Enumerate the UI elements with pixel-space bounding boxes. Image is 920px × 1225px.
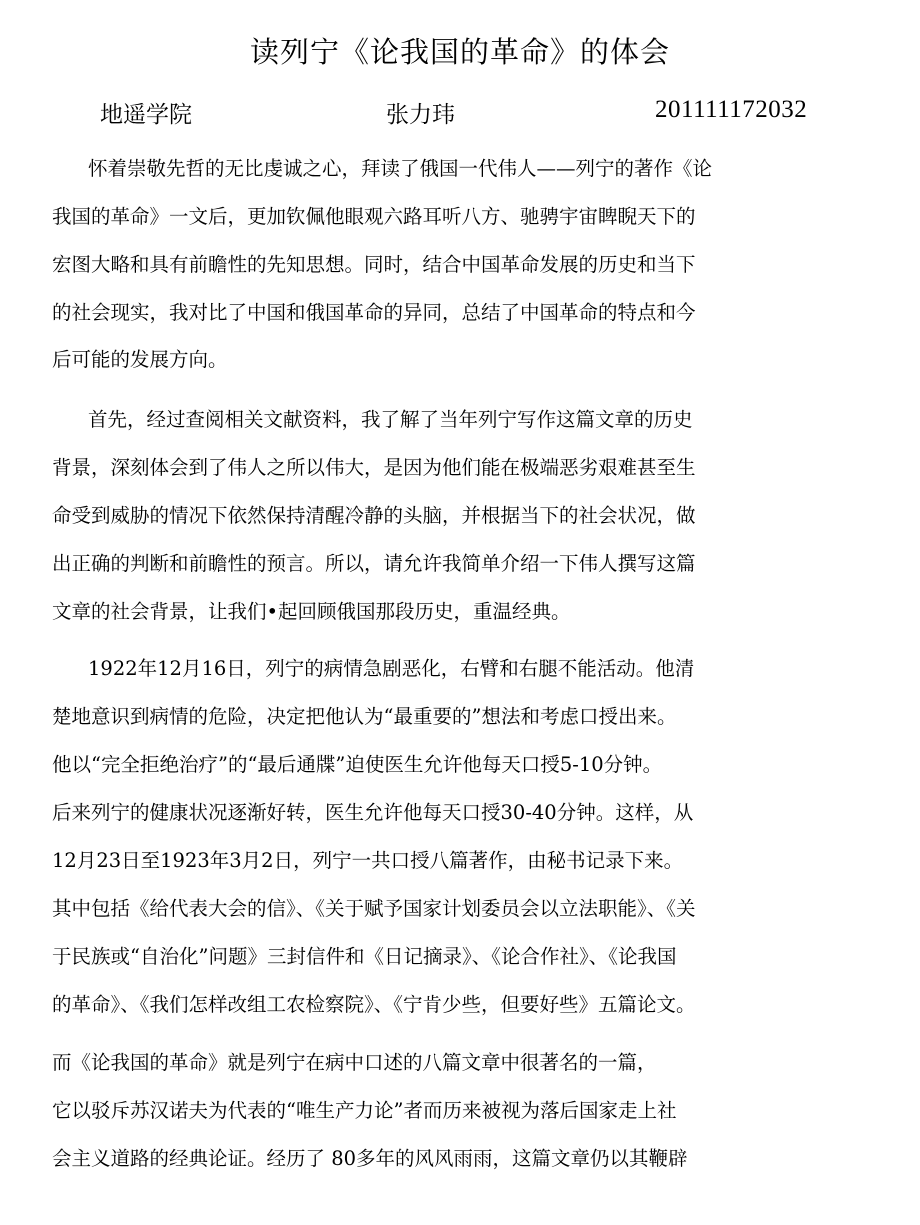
paragraph-line: 后来列宁的健康状况逐渐好转，医生允许他每天口授30-40分钟。这样，从 [52, 801, 694, 824]
paragraph-line: 1922年12月16日，列宁的病情急剧恶化，右臂和右腿不能活动。他清 [88, 657, 695, 680]
paragraph-line: 怀着崇敬先哲的无比虔诚之心，拜读了俄国一代伟人——列宁的著作《论 [88, 157, 713, 180]
paragraph-line: 会主义道路的经典论证。经历了 80多年的风风雨雨，这篇文章仍以其鞭辟 [52, 1147, 688, 1170]
paragraph-line: 宏图大略和具有前瞻性的先知思想。同时，结合中国革命发展的历史和当下 [52, 253, 696, 276]
paragraph-line: 而《论我国的革命》就是列宁在病中口述的八篇文章中很著名的一篇， [52, 1051, 657, 1074]
paragraph-line: 首先，经过查阅相关文献资料，我了解了当年列宁写作这篇文章的历史 [88, 408, 693, 431]
paragraph-line: 的社会现实，我对比了中国和俄国革命的异同，总结了中国革命的特点和今 [52, 301, 696, 324]
paragraph-line: 后可能的发展方向。 [52, 348, 228, 371]
author-name: 张力玮 [386, 102, 455, 128]
paragraph-line: 我国的革命》一文后，更加钦佩他眼观六路耳听八方、驰骋宇宙睥睨天下的 [52, 205, 696, 228]
paragraph-line: 命受到威胁的情况下依然保持清醒冷静的头脑，并根据当下的社会状况，做 [52, 504, 696, 527]
paragraph-line: 其中包括《给代表大会的信》、《关于赋予国家计划委员会以立法职能》、《关 [52, 897, 696, 920]
document-title: 读列宁《论我国的革命》的体会 [249, 35, 670, 69]
paragraph-line: 背景，深刻体会到了伟人之所以伟大，是因为他们能在极端恶劣艰难甚至生 [52, 456, 696, 479]
paragraph-line: 他以“完全拒绝治疗”的“最后通牒”迫使医生允许他每天口授5-10分钟。 [52, 753, 663, 776]
paragraph-line: 于民族或“自治化”问题》三封信件和《日记摘录》、《论合作社》、《论我国 [52, 945, 677, 968]
paragraph-line: 它以驳斥苏汉诺夫为代表的“唯生产力论”者而历来被视为落后国家走上社 [52, 1099, 677, 1122]
author-student-id: 201111172032 [655, 96, 808, 123]
paragraph-line: 文章的社会背景，让我们•起回顾俄国那段历史，重温经典。 [52, 600, 571, 623]
paragraph-line: 出正确的判断和前瞻性的预言。所以，请允许我简单介绍一下伟人撰写这篇 [52, 552, 696, 575]
author-info [0, 96, 920, 132]
author-department: 地遥学院 [100, 102, 192, 128]
paragraph-line: 楚地意识到病情的危险，决定把他认为“最重要的”想法和考虑口授出来。 [52, 705, 677, 728]
paragraph-line: 12月23日至1923年3月2日，列宁一共口授八篇著作，由秘书记录下来。 [52, 849, 684, 872]
paragraph-line: 的革命》、《我们怎样改组工农检察院》、《宁肯少些，但要好些》五篇论文。 [52, 993, 696, 1016]
